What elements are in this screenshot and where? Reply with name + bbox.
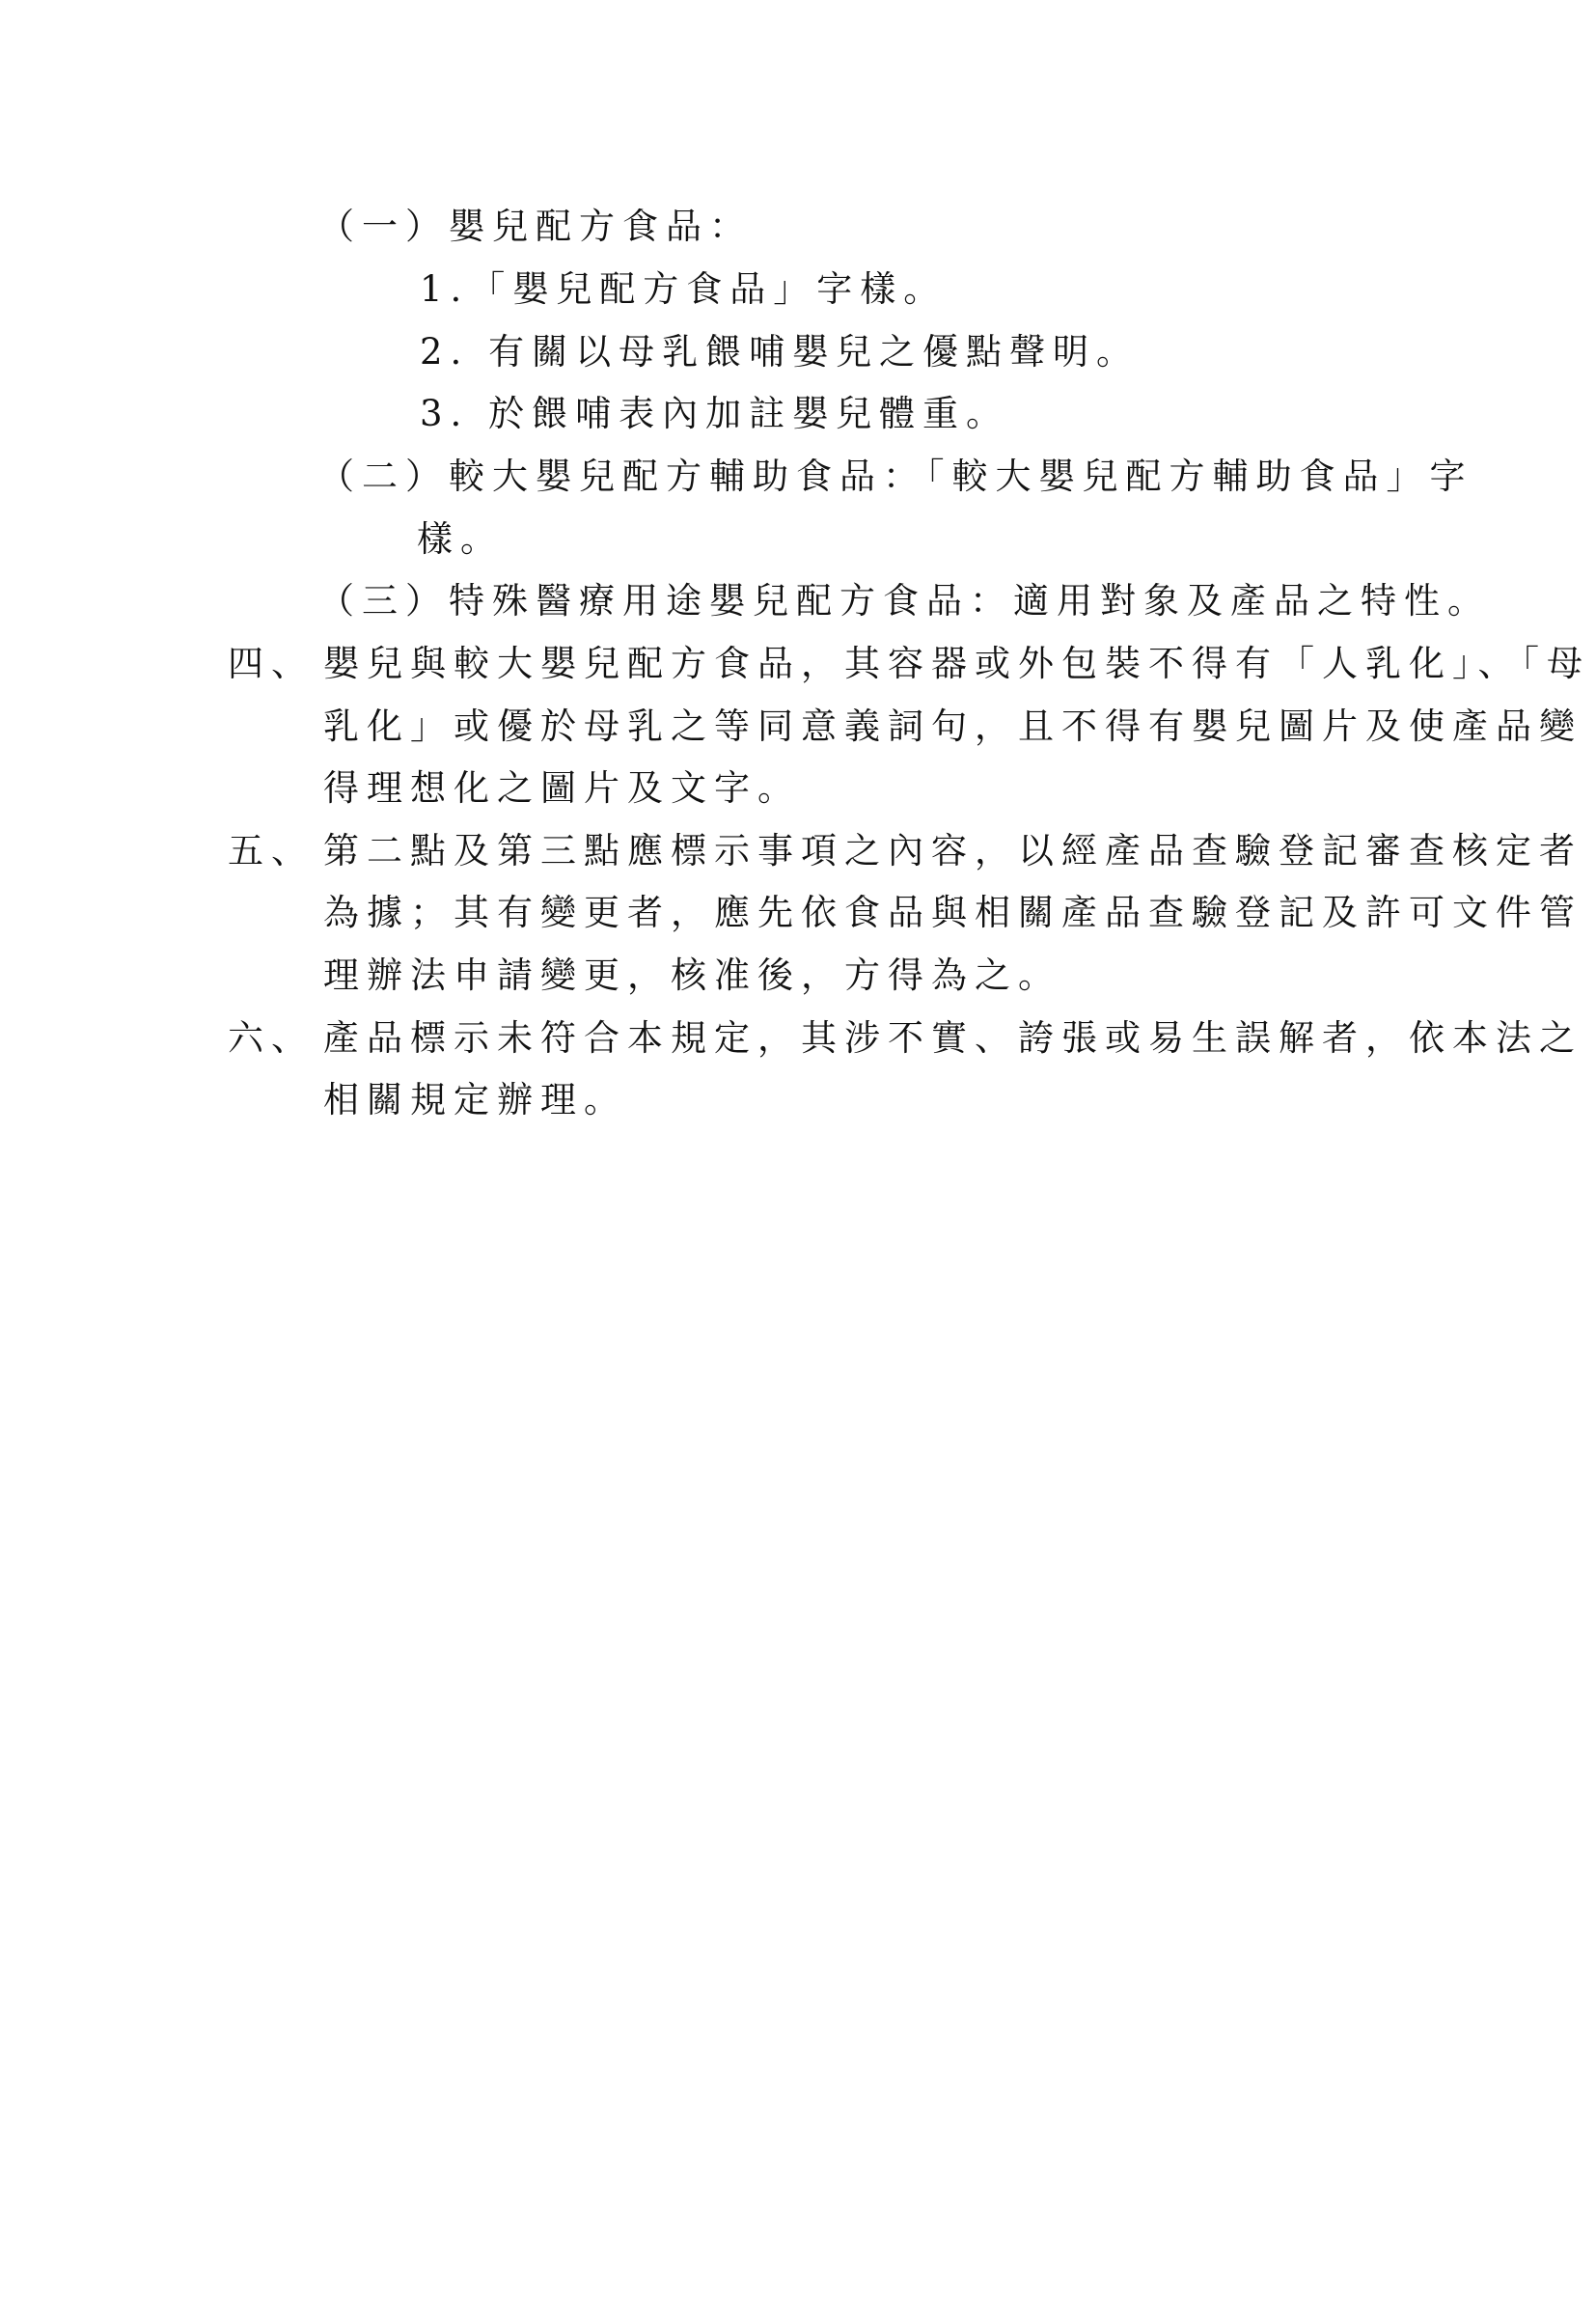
point-six-line-two: 相關規定辦理。 — [323, 1079, 627, 1120]
item-one-label: （一）嬰兒配方食品： — [318, 206, 753, 247]
point-four-line-two: 乳化」或優於母乳之等同意義詞句，且不得有嬰兒圖片及使產品變 — [323, 706, 1582, 747]
item-one-sub-two: 2. 有關以母乳餵哺嬰兒之優點聲明。 — [420, 331, 1141, 373]
point-four-line-one: 嬰兒與較大嬰兒配方食品，其容器或外包裝不得有「人乳化」、「母 — [323, 643, 1590, 684]
item-one-sub-one: 1.「嬰兒配方食品」字樣。 — [420, 268, 948, 310]
point-five-marker: 五、 — [228, 830, 315, 872]
point-six-marker: 六、 — [228, 1017, 315, 1059]
point-five-line-two: 為據；其有變更者，應先依食品與相關產品查驗登記及許可文件管 — [323, 892, 1582, 933]
point-four-marker: 四、 — [228, 643, 315, 684]
item-three-line-one: （三）特殊醫療用途嬰兒配方食品：適用對象及產品之特性。 — [318, 580, 1491, 622]
item-two-line-two: 樣。 — [417, 518, 504, 560]
point-five-line-one: 第二點及第三點應標示事項之內容，以經產品查驗登記審查核定者 — [323, 830, 1582, 872]
item-two-line-one: （二）較大嬰兒配方輔助食品：「較大嬰兒配方輔助食品」字 — [318, 456, 1473, 497]
point-four-line-three: 得理想化之圖片及文字。 — [323, 767, 801, 809]
item-one-sub-three: 3. 於餵哺表內加註嬰兒體重。 — [420, 393, 1010, 434]
point-six-line-one: 產品標示未符合本規定，其涉不實、誇張或易生誤解者，依本法之 — [323, 1017, 1582, 1059]
point-five-line-three: 理辦法申請變更，核准後，方得為之。 — [323, 954, 1061, 996]
